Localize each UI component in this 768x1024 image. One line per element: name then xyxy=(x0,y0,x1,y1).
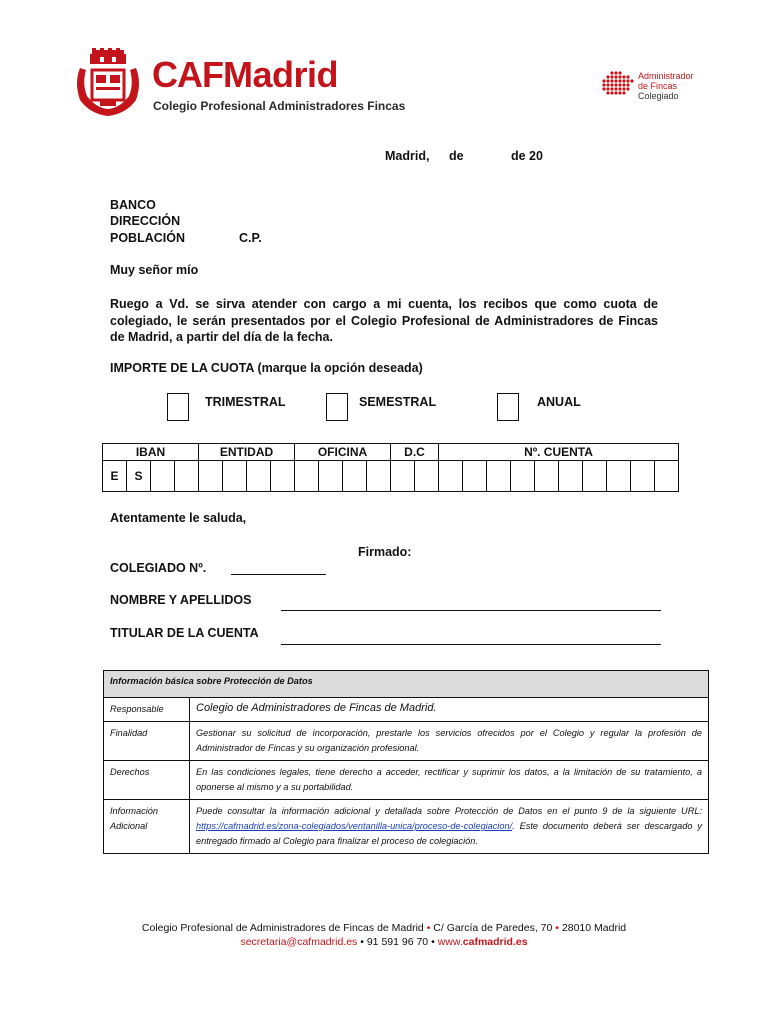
bank-account-table xyxy=(102,443,679,492)
direccion-label: DIRECCIÓN xyxy=(110,214,181,228)
digit-cell[interactable] xyxy=(463,461,487,492)
digit-cell[interactable] xyxy=(367,461,391,492)
digit-cell[interactable] xyxy=(607,461,631,492)
entidad-header: ENTIDAD xyxy=(199,444,295,461)
digit-cell[interactable] xyxy=(487,461,511,492)
digit-cell[interactable] xyxy=(415,461,439,492)
digit-cell[interactable] xyxy=(583,461,607,492)
footer-email[interactable]: secretaria@cafmadrid.es xyxy=(240,936,358,948)
footer-phone: 91 591 96 70 xyxy=(366,936,429,948)
data-protection-title: Información básica sobre Protección de Datos xyxy=(104,671,709,698)
row-label-derechos: Derechos xyxy=(104,761,190,800)
digit-cell[interactable] xyxy=(247,461,271,492)
signed-label: Firmado: xyxy=(358,545,412,559)
proceso-colegiacion-link[interactable]: https://cafmadrid.es/zona-colegiados/ventanilla-unica/proceso-de-colegiacion/ xyxy=(196,821,513,831)
digit-cell[interactable] xyxy=(271,461,295,492)
digit-cell[interactable] xyxy=(439,461,463,492)
fee-heading: IMPORTE DE LA CUOTA (marque la opción deseada) xyxy=(110,361,423,375)
iban-cell-s: S xyxy=(127,461,151,492)
row-label-informacion-adicional: Información Adicional xyxy=(104,800,190,854)
checkbox-trimestral[interactable] xyxy=(167,393,189,421)
digit-cell[interactable] xyxy=(391,461,415,492)
poblacion-label: POBLACIÓN xyxy=(110,231,185,245)
digit-cell[interactable] xyxy=(151,461,175,492)
brand-name: CAFMadrid xyxy=(152,54,339,95)
footer-web[interactable]: www.cafmadrid.es xyxy=(437,936,528,948)
salutation: Atentamente le saluda, xyxy=(110,511,247,525)
footer-address: Colegio Profesional de Administradores de Fincas de Madrid • C/ García de Paredes, 70 • 28010 Madrid xyxy=(141,922,627,934)
row-text-finalidad: Gestionar su solicitud de incorporación, prestarle los servicios ofrecidos por el Colegio y regular la profesión de Administrador de Fincas y su organización profesional. xyxy=(190,722,709,761)
row-text-informacion-adicional: Puede consultar la información adicional y detallada sobre Protección de Datos en el punto 9 de la siguiente URL: https://cafmadrid.es/zona-colegiados/ventanilla-unica/proceso-de-colegiacion/. Este documento deberá ser descargado y entregado firmado al Colegio para finalizar el proceso de colegiación. xyxy=(190,800,709,854)
member-number-line[interactable] xyxy=(231,574,326,575)
body-paragraph: Ruego a Vd. se sirva atender con cargo a mi cuenta, los recibos que como cuota de colegiado, le serán presentados por el Colegio Profesional de Administradores de Fincas de Madrid, a partir del día de la fecha. xyxy=(110,297,658,344)
digit-cell[interactable] xyxy=(295,461,319,492)
digit-cell[interactable] xyxy=(199,461,223,492)
row-text-responsable: Colegio de Administradores de Fincas de Madrid. xyxy=(190,698,709,722)
date-city: Madrid, xyxy=(385,149,430,163)
member-number-label: COLEGIADO Nº. xyxy=(110,561,207,575)
dc-header: D.C xyxy=(391,444,439,461)
option-trimestral-label: TRIMESTRAL xyxy=(205,395,286,409)
brand-subtitle: Colegio Profesional Administradores Fincas xyxy=(153,99,406,113)
data-protection-table xyxy=(103,670,709,854)
cp-label: C.P. xyxy=(239,231,262,245)
digit-cell[interactable] xyxy=(223,461,247,492)
checkbox-semestral[interactable] xyxy=(326,393,348,421)
account-holder-label: TITULAR DE LA CUENTA xyxy=(110,626,259,640)
iban-cell-e: E xyxy=(103,461,127,492)
oficina-header: OFICINA xyxy=(295,444,391,461)
option-anual-label: ANUAL xyxy=(537,395,581,409)
digit-cell[interactable] xyxy=(175,461,199,492)
digit-cell[interactable] xyxy=(319,461,343,492)
checkbox-anual[interactable] xyxy=(497,393,519,421)
option-semestral-label: SEMESTRAL xyxy=(359,395,437,409)
digit-cell[interactable] xyxy=(535,461,559,492)
full-name-line[interactable] xyxy=(281,610,661,611)
cuenta-header: Nº. CUENTA xyxy=(439,444,679,461)
digit-cell[interactable] xyxy=(631,461,655,492)
administrador-dots-logo xyxy=(598,70,634,100)
digit-cell[interactable] xyxy=(655,461,679,492)
row-text-derechos: En las condiciones legales, tiene derecho a acceder, rectificar y suprimir los datos, a la limitación de su tratamiento, a oponerse al mismo y a su portabilidad. xyxy=(190,761,709,800)
date-de: de xyxy=(449,149,464,163)
full-name-label: NOMBRE Y APELLIDOS xyxy=(110,593,252,607)
iban-header: IBAN xyxy=(103,444,199,461)
banco-label: BANCO xyxy=(110,198,156,212)
digit-cell[interactable] xyxy=(511,461,535,492)
footer-contact: secretaria@cafmadrid.es • 91 591 96 70 • www.cafmadrid.es xyxy=(240,936,528,948)
greeting: Muy señor mío xyxy=(110,263,199,277)
administrador-colegiado-label: Administrador de Fincas Colegiado xyxy=(638,71,694,101)
cafmadrid-crest-logo xyxy=(70,48,146,118)
digit-cell[interactable] xyxy=(343,461,367,492)
account-holder-line[interactable] xyxy=(281,644,661,645)
date-year: de 20 xyxy=(511,149,543,163)
row-label-finalidad: Finalidad xyxy=(104,722,190,761)
digit-cell[interactable] xyxy=(559,461,583,492)
row-label-responsable: Responsable xyxy=(104,698,190,722)
